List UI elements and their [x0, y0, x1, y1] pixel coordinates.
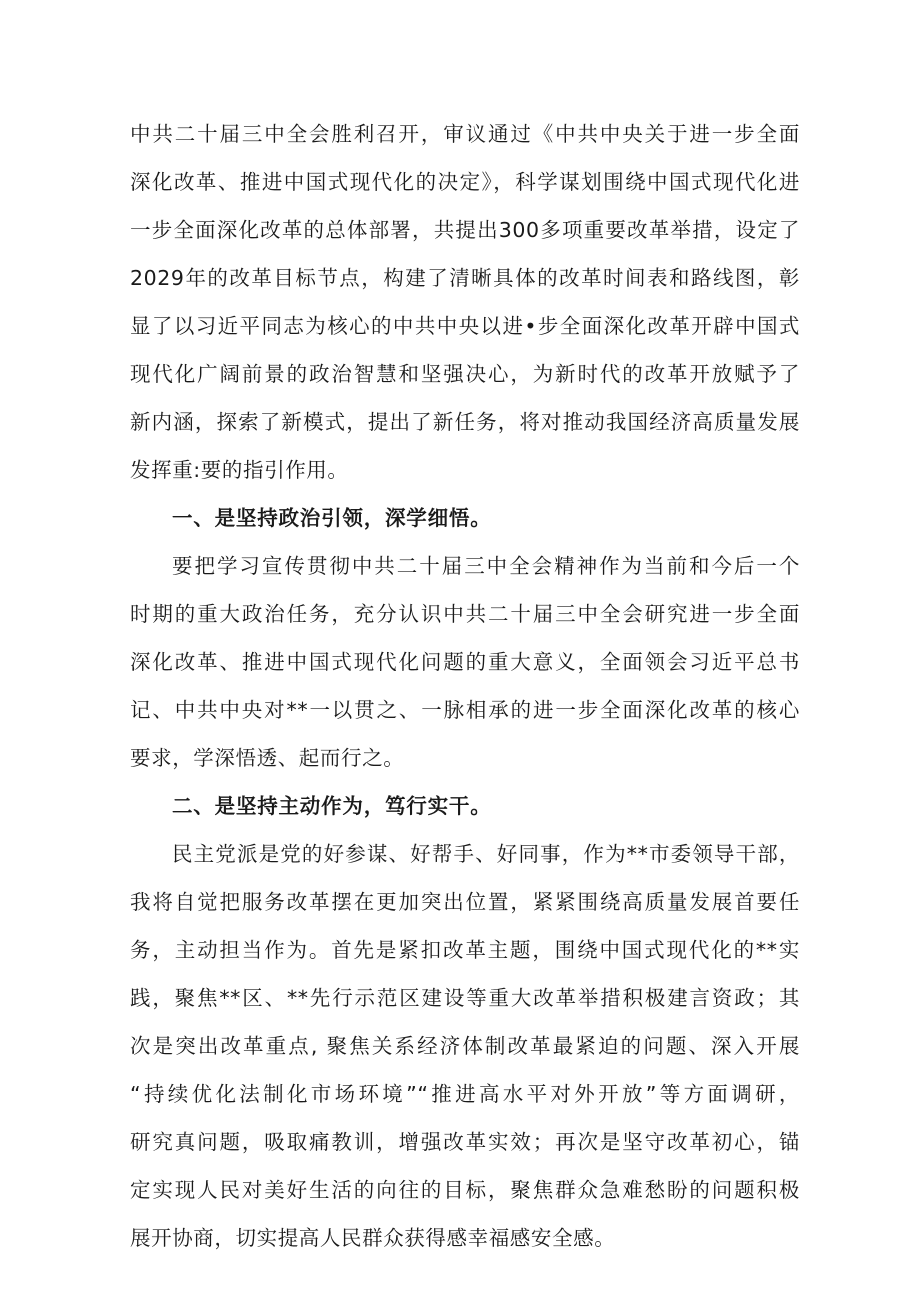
- text-line: 新内涵，探索了新模式，提出了新任务，将对推动我国经济高质量发展: [130, 410, 800, 434]
- heading-text: 二、是坚持主动作为，笃行实干。: [172, 794, 492, 818]
- text-line: 中共二十届三中全会胜利召开，审议通过《中共中央关于进一步全面: [130, 122, 800, 146]
- text-line: 展开协商，切实提高人民群众获得感幸福感安全感。: [130, 1226, 616, 1250]
- paragraph-body-2: [130, 830, 800, 1262]
- text-line: 一步全面深化改革的总体部署，共提出300多项重要改革举措，设定了: [130, 218, 800, 242]
- section-heading-1: [130, 494, 800, 542]
- text-line: 践，聚焦**区、**先行示范区建设等重大改革举措积极建言资政；其: [130, 986, 800, 1010]
- text-line: 务，主动担当作为。首先是紧扣改革主题，围绕中国式现代化的**实: [130, 938, 800, 962]
- text-line: 现代化广阔前景的政治智慧和坚强决心，为新时代的改革开放赋予了: [130, 362, 800, 386]
- text-line: 深化改革、推进中国式现代化问题的重大意义，全面领会习近平总书: [130, 650, 800, 674]
- text-line: 定实现人民对美好生活的向往的目标，聚焦群众急难愁盼的问题积极: [130, 1178, 800, 1202]
- text-line: 记、中共中央对**一以贯之、一脉相承的进一步全面深化改革的核心: [130, 698, 800, 722]
- paragraph-intro: [130, 110, 800, 494]
- text-line: 要求，学深悟透、起而行之。: [130, 746, 405, 770]
- text-line: 2029年的改革目标节点，构建了清晰具体的改革时间表和路线图，彰: [130, 266, 800, 290]
- text-line: 深化改革、推进中国式现代化的决定》，科学谋划围绕中国式现代化进: [130, 170, 800, 194]
- text-line: 时期的重大政治任务，充分认识中共二十届三中全会研究进一步全面: [130, 602, 800, 626]
- heading-text: 一、是坚持政治引领，深学细悟。: [172, 506, 492, 530]
- text-line: 要把学习宣传贯彻中共二十届三中全会精神作为当前和今后一个: [172, 554, 800, 578]
- text-line: 我将自觉把服务改革摆在更加突出位置，紧紧围绕高质量发展首要任: [130, 890, 800, 914]
- text-line: 研究真问题，吸取痛教训，增强改革实效；再次是坚守改革初心，锚: [130, 1130, 800, 1154]
- text-line: “持续优化法制化市场环境”“推进高水平对外开放”等方面调研，: [130, 1082, 800, 1106]
- text-line: 民主党派是党的好参谋、好帮手、好同事，作为**市委领导干部，: [172, 842, 800, 866]
- text-line: 发挥重:要的指引作用。: [130, 458, 349, 482]
- document-body: [130, 110, 800, 1262]
- section-heading-2: [130, 782, 800, 830]
- text-line: 显了以习近平同志为核心的中共中央以进•步全面深化改革开辟中国式: [130, 314, 800, 338]
- paragraph-body-1: [130, 542, 800, 782]
- text-line: 次是突出改革重点, 聚焦关系经济体制改革最紧迫的问题、深入开展: [130, 1034, 800, 1058]
